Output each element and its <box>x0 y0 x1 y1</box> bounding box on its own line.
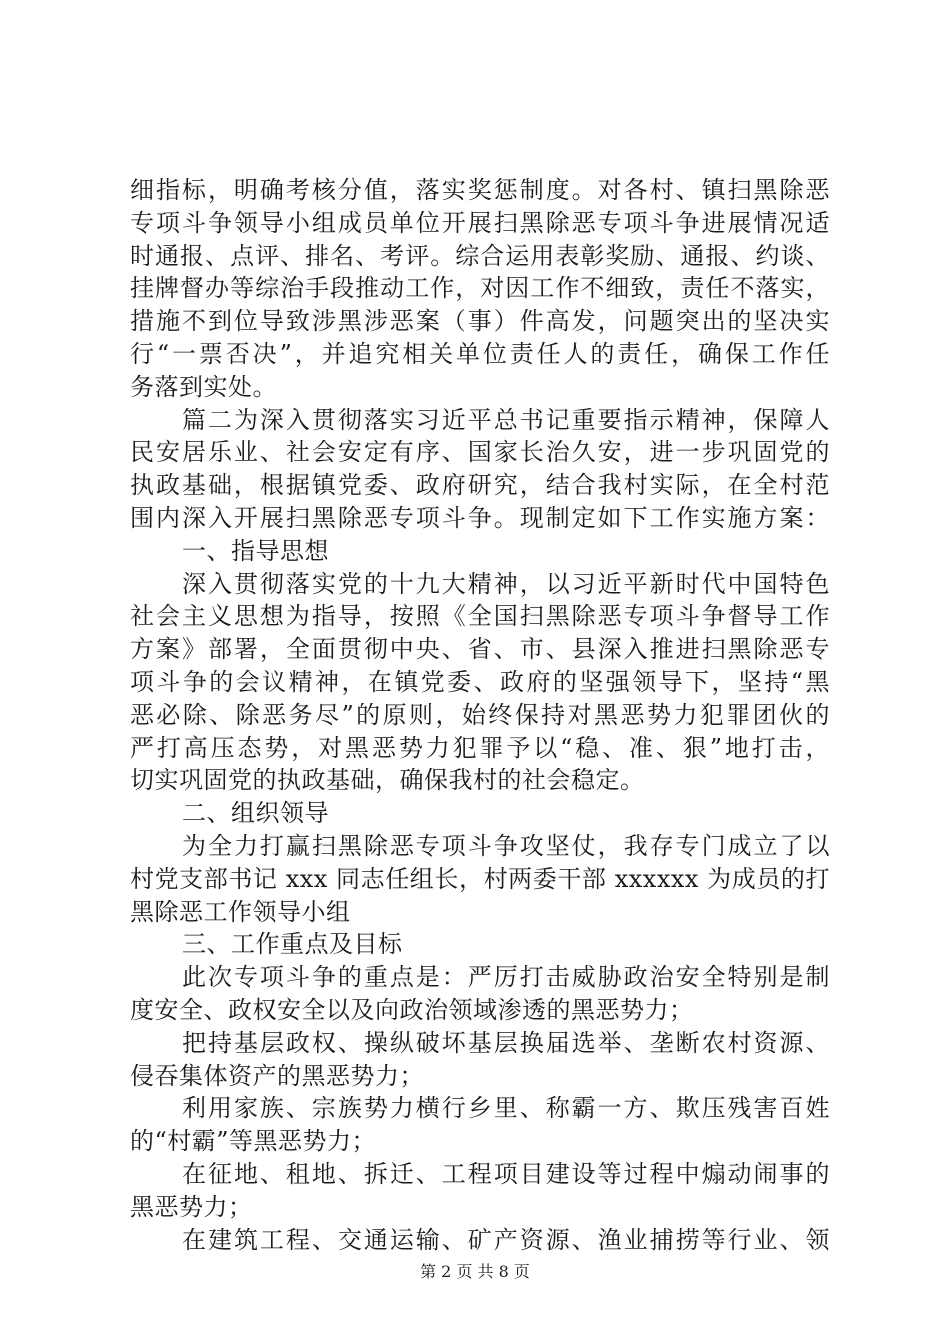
text-line: 村党支部书记 xxx 同志任组长，村两委干部 xxxxxx 为成员的打 <box>130 864 830 893</box>
text-line: 社会主义思想为指导，按照《全国扫黑除恶专项斗争督导工作 <box>130 602 830 631</box>
text-line: 二、组织领导 <box>182 799 329 828</box>
text-line: 恶必除、除恶务尽”的原则，始终保持对黑恶势力犯罪团伙的 <box>130 700 830 729</box>
text-line: 黑恶势力； <box>130 1192 253 1221</box>
text-line: 行“一票否决”，并追究相关单位责任人的责任，确保工作任 <box>130 339 830 368</box>
text-line: 把持基层政权、操纵破坏基层换届选举、垄断农村资源、 <box>182 1028 830 1057</box>
text-line: 利用家族、宗族势力横行乡里、称霸一方、欺压残害百姓 <box>182 1094 830 1123</box>
text-line: 时通报、点评、排名、考评。综合运用表彰奖励、通报、约谈、 <box>130 241 830 270</box>
text-line: 为全力打赢扫黑除恶专项斗争攻坚仗，我存专门成立了以 <box>182 831 830 860</box>
text-line: 严打高压态势，对黑恶势力犯罪予以“稳、准、狠”地打击， <box>130 733 830 762</box>
text-line: 挂牌督办等综治手段推动工作，对因工作不细致，责任不落实， <box>130 274 830 303</box>
text-line: 侵吞集体资产的黑恶势力； <box>130 1061 424 1090</box>
text-line: 黑除恶工作领导小组 <box>130 897 351 926</box>
text-line: 在建筑工程、交通运输、矿产资源、渔业捕捞等行业、领 <box>182 1225 830 1254</box>
text-line: 执政基础，根据镇党委、政府研究，结合我村实际，在全村范 <box>130 471 830 500</box>
text-line: 措施不到位导致涉黑涉恶案（事）件高发，问题突出的坚决实 <box>130 307 830 336</box>
text-line: 专项斗争领导小组成员单位开展扫黑除恶专项斗争进展情况适 <box>130 208 830 237</box>
document-body <box>130 174 830 1256</box>
text-line: 细指标，明确考核分值，落实奖惩制度。对各村、镇扫黑除恶 <box>130 176 830 204</box>
text-line: 在征地、租地、拆迁、工程项目建设等过程中煽动闹事的 <box>182 1159 830 1188</box>
text-line: 务落到实处。 <box>130 372 277 401</box>
page-footer: 第 2 页 共 8 页 <box>420 1262 530 1281</box>
text-line: 民安居乐业、社会安定有序、国家长治久安，进一步巩固党的 <box>130 438 830 467</box>
text-line: 的“村霸”等黑恶势力； <box>130 1127 377 1156</box>
text-line: 三、工作重点及目标 <box>182 930 403 959</box>
text-line: 此次专项斗争的重点是：严厉打击威胁政治安全特别是制 <box>182 963 830 992</box>
text-line: 篇二为深入贯彻落实习近平总书记重要指示精神，保障人 <box>182 405 830 434</box>
text-line: 一、指导思想 <box>182 536 329 565</box>
text-line: 度安全、政权安全以及向政治领域渗透的黑恶势力； <box>130 995 694 1024</box>
text-line: 深入贯彻落实党的十九大精神，以习近平新时代中国特色 <box>182 569 830 598</box>
text-line: 项斗争的会议精神，在镇党委、政府的坚强领导下，坚持“黑 <box>130 667 830 696</box>
text-line: 围内深入开展扫黑除恶专项斗争。现制定如下工作实施方案： <box>130 503 830 532</box>
text-line: 方案》部署，全面贯彻中央、省、市、县深入推进扫黑除恶专 <box>130 635 830 664</box>
text-line: 切实巩固党的执政基础，确保我村的社会稳定。 <box>130 766 645 795</box>
